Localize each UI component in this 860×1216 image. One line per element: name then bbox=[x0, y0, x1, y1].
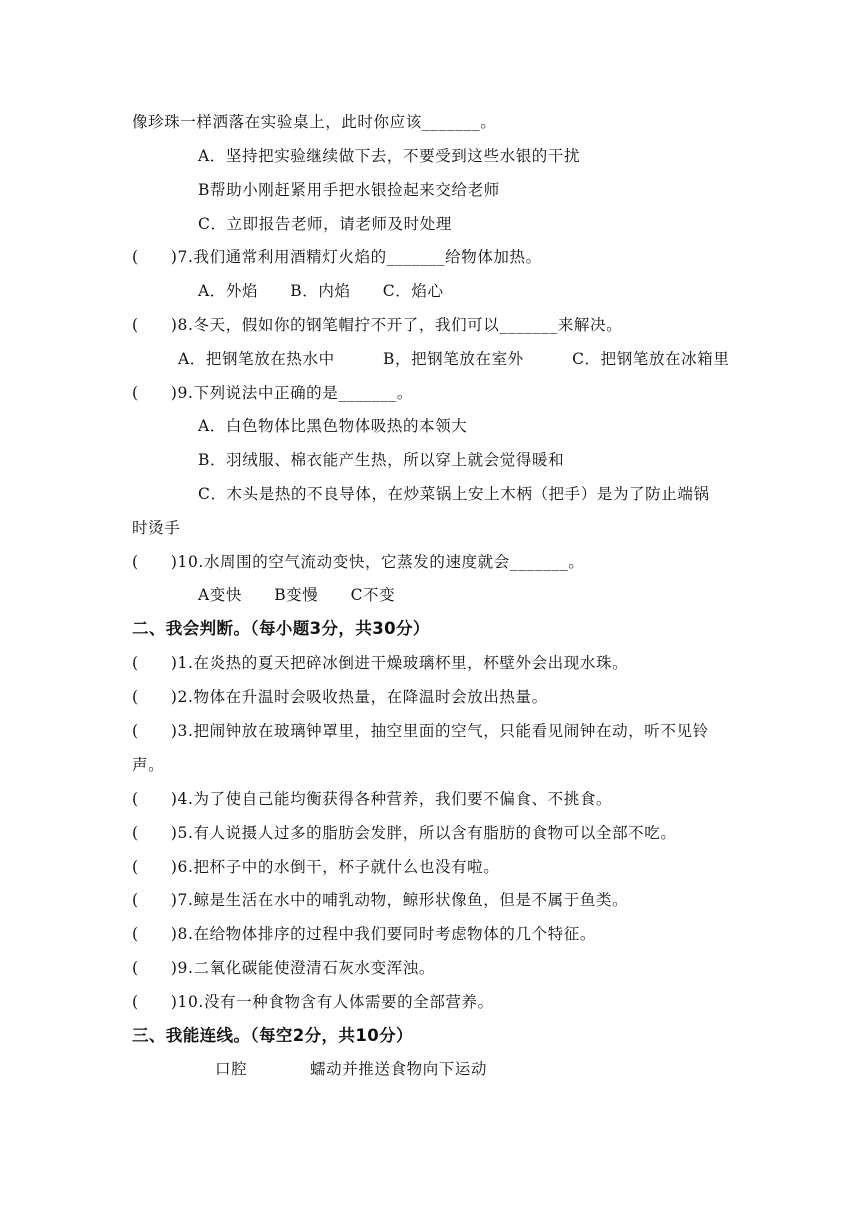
match-right-item: 蠕动并推送食物向下运动 bbox=[310, 1060, 488, 1078]
q7-options: A．外焰 B．内焰 C．焰心 bbox=[198, 282, 444, 300]
q6-continuation: 像珍珠一样洒落在实验桌上，此时你应该_______。 bbox=[132, 113, 497, 131]
judge-item: ( )4.为了使自己能均衡获得各种营养，我们要不偏食、不挑食。 bbox=[132, 790, 613, 808]
q7-stem: ( )7.我们通常利用酒精灯火焰的_______给物体加热。 bbox=[132, 248, 542, 266]
section-3-title: 三、我能连线。（每空2分，共10分） bbox=[132, 1026, 413, 1045]
section-2-title: 二、我会判断。（每小题3分，共30分） bbox=[132, 619, 430, 638]
judge-item: ( )5.有人说摄人过多的脂肪会发胖，所以含有脂肪的食物可以全部不吃。 bbox=[132, 824, 677, 842]
q9-option-a: A．白色物体比黑色物体吸热的本领大 bbox=[198, 417, 468, 435]
q10-stem: ( )10.水周围的空气流动变快，它蒸发的速度就会_______。 bbox=[132, 553, 585, 571]
q8-stem: ( )8.冬天，假如你的钢笔帽拧不开了，我们可以_______来解决。 bbox=[132, 316, 623, 334]
judge-item: ( )10.没有一种食物含有人体需要的全部营养。 bbox=[132, 993, 494, 1011]
q9-option-c-continuation: 时烫手 bbox=[132, 519, 181, 537]
judge-item-continuation: 声。 bbox=[132, 756, 165, 774]
judge-item: ( )3.把闹钟放在玻璃钟罩里，抽空里面的空气，只能看见闹钟在动，听不见铃 bbox=[132, 722, 709, 740]
q9-stem: ( )9.下列说法中正确的是_______。 bbox=[132, 384, 413, 402]
q8-options: A．把钢笔放在热水中 B，把钢笔放在室外 C．把钢笔放在冰箱里 bbox=[178, 350, 730, 368]
judge-item: ( )1.在炎热的夏天把碎冰倒进干燥玻璃杯里，杯壁外会出现水珠。 bbox=[132, 654, 629, 672]
judge-item: ( )7.鲸是生活在水中的哺乳动物，鲸形状像鱼，但是不属于鱼类。 bbox=[132, 891, 629, 909]
judge-item: ( )8.在给物体排序的过程中我们要同时考虑物体的几个特征。 bbox=[132, 925, 596, 943]
match-left-item: 口腔 bbox=[215, 1060, 248, 1078]
judge-item: ( )9.二氧化碳能使澄清石灰水变浑浊。 bbox=[132, 959, 435, 977]
q6-option-a: A．坚持把实验继续做下去，不要受到这些水银的干扰 bbox=[198, 147, 581, 165]
q9-option-c: C．木头是热的不良导体，在炒菜锅上安上木柄（把手）是为了防止端锅 bbox=[198, 485, 710, 503]
judge-item: ( )6.把杯子中的水倒干，杯子就什么也没有啦。 bbox=[132, 858, 500, 876]
q6-option-b: B帮助小刚赶紧用手把水银捡起来交给老师 bbox=[198, 181, 500, 199]
q6-option-c: C．立即报告老师，请老师及时处理 bbox=[198, 215, 452, 233]
judge-item: ( )2.物体在升温时会吸收热量，在降温时会放出热量。 bbox=[132, 688, 548, 706]
q10-options: A变快 B变慢 C不变 bbox=[198, 586, 396, 604]
q9-option-b: B．羽绒服、棉衣能产生热，所以穿上就会觉得暖和 bbox=[198, 451, 565, 469]
